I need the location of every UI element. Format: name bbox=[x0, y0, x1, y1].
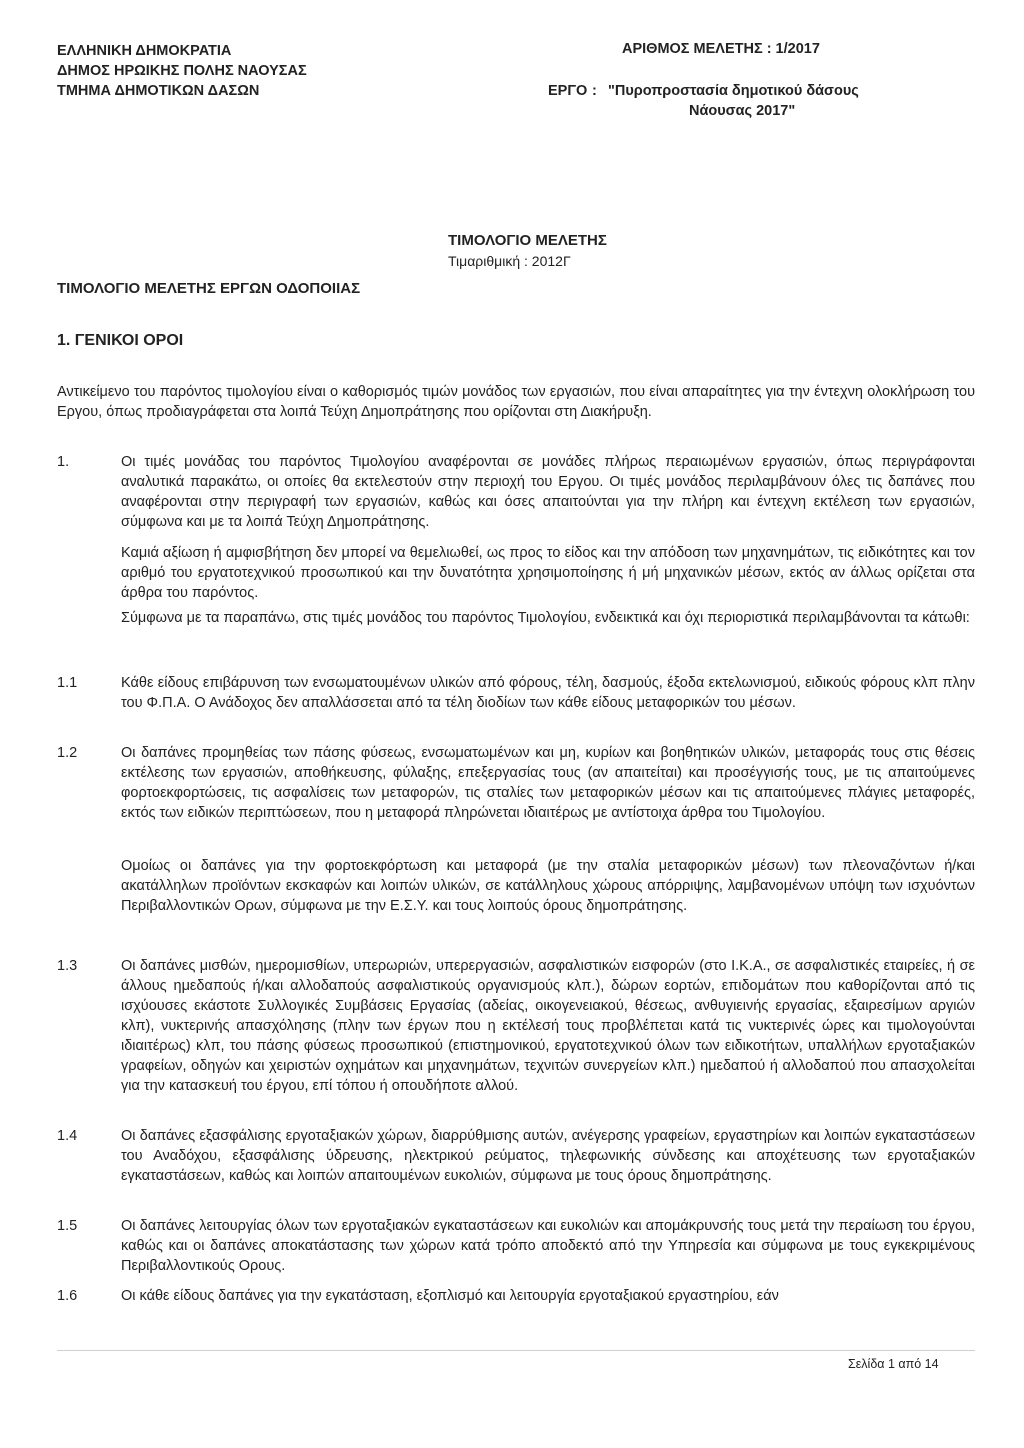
item-text: Καμιά αξίωση ή αμφισβήτηση δεν μπορεί να θεμελιωθεί, ως προς το είδος και την απόδοση των μηχανημάτων, τις ειδικότητες και τον αριθμό του εργατοτεχνικού προσωπικού και την δυνατότητα χρησιμοποίησης ή μή μηχανικών μέσων, εκτός αν άλλως ορίζεται στα άρθρα του παρόντος. bbox=[121, 545, 975, 601]
price-list-subtitle: Τιμαριθμική : 2012Γ bbox=[448, 253, 571, 269]
item-number: 1.1 bbox=[57, 675, 78, 691]
project-separator: : bbox=[592, 83, 597, 99]
issuer-block bbox=[57, 41, 307, 101]
item-text: Οι δαπάνες προμηθείας των πάσης φύσεως, ενσωματωμένων και μη, κυρίων και βοηθητικών υλικών, μεταφοράς τους στις θέσεις εκτέλεσης των εργασιών, αποθήκευσης, φύλαξης, επεξεργασίας τους (αν απαιτείται) και προσέγγισής τους, με τις απαιτούμενες φορτοεκφορτώσεις, τις ασφαλίσεις των μεταφορών, τις σταλίες των μεταφορικών μέσων και τις απαιτούμενες πλάγιες μεταφορές, εκτός των ειδικών περιπτώσεων, που η μεταφορά πληρώνεται ιδιαιτέρως με αντίστοιχα άρθρα του Τιμολογίου. bbox=[121, 745, 975, 821]
intro-paragraph: Αντικείμενο του παρόντος τιμολογίου είναι ο καθορισμός τιμών μονάδος των εργασιών, που είναι απαραίτητες για την έντεχνη ολοκλήρωση του Εργου, όπως προδιαγράφεται στα λοιπά Τεύχη Δημοπράτησης που ορίζονται στη Διακήρυξη. bbox=[57, 384, 975, 420]
project-label: ΕΡΓΟ bbox=[548, 83, 588, 99]
price-list-title-block bbox=[448, 230, 607, 272]
item-text: Οι κάθε είδους δαπάνες για την εγκατάσταση, εξοπλισμό και λειτουργία εργοταξιακού εργαστηρίου, εάν bbox=[121, 1288, 779, 1304]
item-text: Οι τιμές μονάδας του παρόντος Τιμολογίου αναφέρονται σε μονάδες πλήρως περαιωμένων εργασιών, όπως περιγράφονται αναλυτικά παρακάτω, οι οποίες θα εκτελεστούν στην περιοχή του Εργου. Οι τιμές μονάδος περιλαμβάνουν όλες τις δαπάνες που αναφέρονται στην περιγραφή των εργασιών, καθώς και όσες απαιτούνται για την πλήρη και έντεχνη εκτέλεση των εργασιών, σύμφωνα και με τα λοιπά Τεύχη Δημοπράτησης. bbox=[121, 454, 975, 530]
section-heading: 1. ΓΕΝΙΚΟΙ ΟΡΟΙ bbox=[57, 332, 184, 349]
item-text: Οι δαπάνες λειτουργίας όλων των εργοταξιακών εγκαταστάσεων και ευκολιών και απομάκρυνσής τους μετά την περαίωση του έργου, καθώς και οι δαπάνες αποκατάστασης των χώρων κατά τρόπο αποδεκτό από την Υπηρεσία και σύμφωνα με τους εγκεκριμένους Περιβαλλοντικούς Ορους. bbox=[121, 1218, 975, 1274]
page-number: Σελίδα 1 από 14 bbox=[848, 1357, 939, 1371]
item-text: Οι δαπάνες μισθών, ημερομισθίων, υπερωριών, υπερεργασιών, ασφαλιστικών εισφορών (στο Ι.Κ.Α., σε ασφαλιστικές εταιρείες, ή σε άλλους ημεδαπούς ή/και αλλοδαπούς ασφαλιστικούς οργανισμούς κλπ.), δώρων εορτών, επιδομάτων που καθορίζονται από τις ισχύουσες εκάστοτε Συλλογικές Συμβάσεις Εργασίας (αδείας, οικογενειακού, θέσεως, ανθυγιεινής εργασίας, εξαιρεσίμων αργιών κλπ), νυκτερινής απασχόλησης (πλην των έργων που η εκτέλεσή τους προβλέπεται κατά τις νυκτερινές ώρες και τιμολογούνται ιδιαιτέρως) κλπ, του πάσης φύσεως προσωπικού (επιστημονικού, εργατοτεχνικού όλων των ειδικοτήτων, υπαλλήλων εργοταξιακών γραφείων, οδηγών και χειριστών οχημάτων και μηχανημάτων, τεχνιτών συνεργείων κλπ.) ημεδαπού ή αλλοδαπού που απασχολείται για την κατασκευή του έργου, επί τόπου ή οπουδήποτε αλλού. bbox=[121, 958, 975, 1094]
issuer-line: ΕΛΛΗΝΙΚΗ ΔΗΜΟΚΡΑΤΙΑ bbox=[57, 43, 232, 59]
item-text: Ομοίως οι δαπάνες για την φορτοεκφόρτωση και μεταφορά (με την σταλία μεταφορικών μέσων) των πλεοναζόντων ή/και ακατάλληλων προϊόντων εκσκαφών και λοιπών υλικών, σε κατάλληλους χώρους απόρριψης, λαμβανομένων υπόψη των ισχυόντων Περιβαλλοντικών Ορων, σύμφωνα με την Ε.Σ.Υ. και τους λοιπούς όρους δημοπράτησης. bbox=[121, 858, 975, 914]
item-text: Σύμφωνα με τα παραπάνω, στις τιμές μονάδος του παρόντος Τιμολογίου, ενδεικτικά και όχι περιοριστικά περιλαμβάνονται τα κάτωθι: bbox=[121, 610, 970, 626]
footer-divider bbox=[57, 1350, 975, 1351]
study-number: ΑΡΙΘΜΟΣ ΜΕΛΕΤΗΣ : 1/2017 bbox=[622, 41, 820, 57]
item-number: 1.2 bbox=[57, 745, 78, 761]
issuer-line: ΔΗΜΟΣ ΗΡΩΙΚΗΣ ΠΟΛΗΣ ΝΑΟΥΣΑΣ bbox=[57, 63, 307, 79]
item-number: 1.5 bbox=[57, 1218, 78, 1234]
road-works-title: ΤΙΜΟΛΟΓΙΟ ΜΕΛΕΤΗΣ ΕΡΓΩΝ ΟΔΟΠΟΙΙΑΣ bbox=[57, 280, 361, 297]
issuer-line: ΤΜΗΜΑ ΔΗΜΟΤΙΚΩΝ ΔΑΣΩΝ bbox=[57, 83, 260, 99]
item-number: 1.4 bbox=[57, 1128, 78, 1144]
price-list-title: ΤΙΜΟΛΟΓΙΟ ΜΕΛΕΤΗΣ bbox=[448, 232, 607, 249]
item-number: 1. bbox=[57, 454, 70, 470]
item-text: Οι δαπάνες εξασφάλισης εργοταξιακών χώρων, διαρρύθμισης αυτών, ανέγερσης γραφείων, εργαστηρίων και λοιπών εγκαταστάσεων του Αναδόχου, εξασφάλισης ύδρευσης, ηλεκτρικού ρεύματος, τηλεφωνικής σύνδεσης και αποχέτευσης των εργοταξιακών εγκαταστάσεων, καθώς και λοιπών απαιτουμένων ευκολιών, σύμφωνα με τους όρους δημοπράτησης. bbox=[121, 1128, 975, 1184]
project-title-line1: "Πυροπροστασία δημοτικού δάσους bbox=[608, 83, 859, 99]
item-text: Κάθε είδους επιβάρυνση των ενσωματουμένων υλικών από φόρους, τέλη, δασμούς, έξοδα εκτελωνισμού, ειδικούς φόρους κλπ πλην του Φ.Π.Α. Ο Ανάδοχος δεν απαλλάσσεται από τα τέλη διοδίων των κάθε είδους μεταφορικών του μέσων. bbox=[121, 675, 975, 711]
item-number: 1.6 bbox=[57, 1288, 78, 1304]
item-number: 1.3 bbox=[57, 958, 78, 974]
project-block bbox=[548, 81, 1024, 121]
project-title-line2: Νάουσας 2017" bbox=[689, 103, 796, 119]
